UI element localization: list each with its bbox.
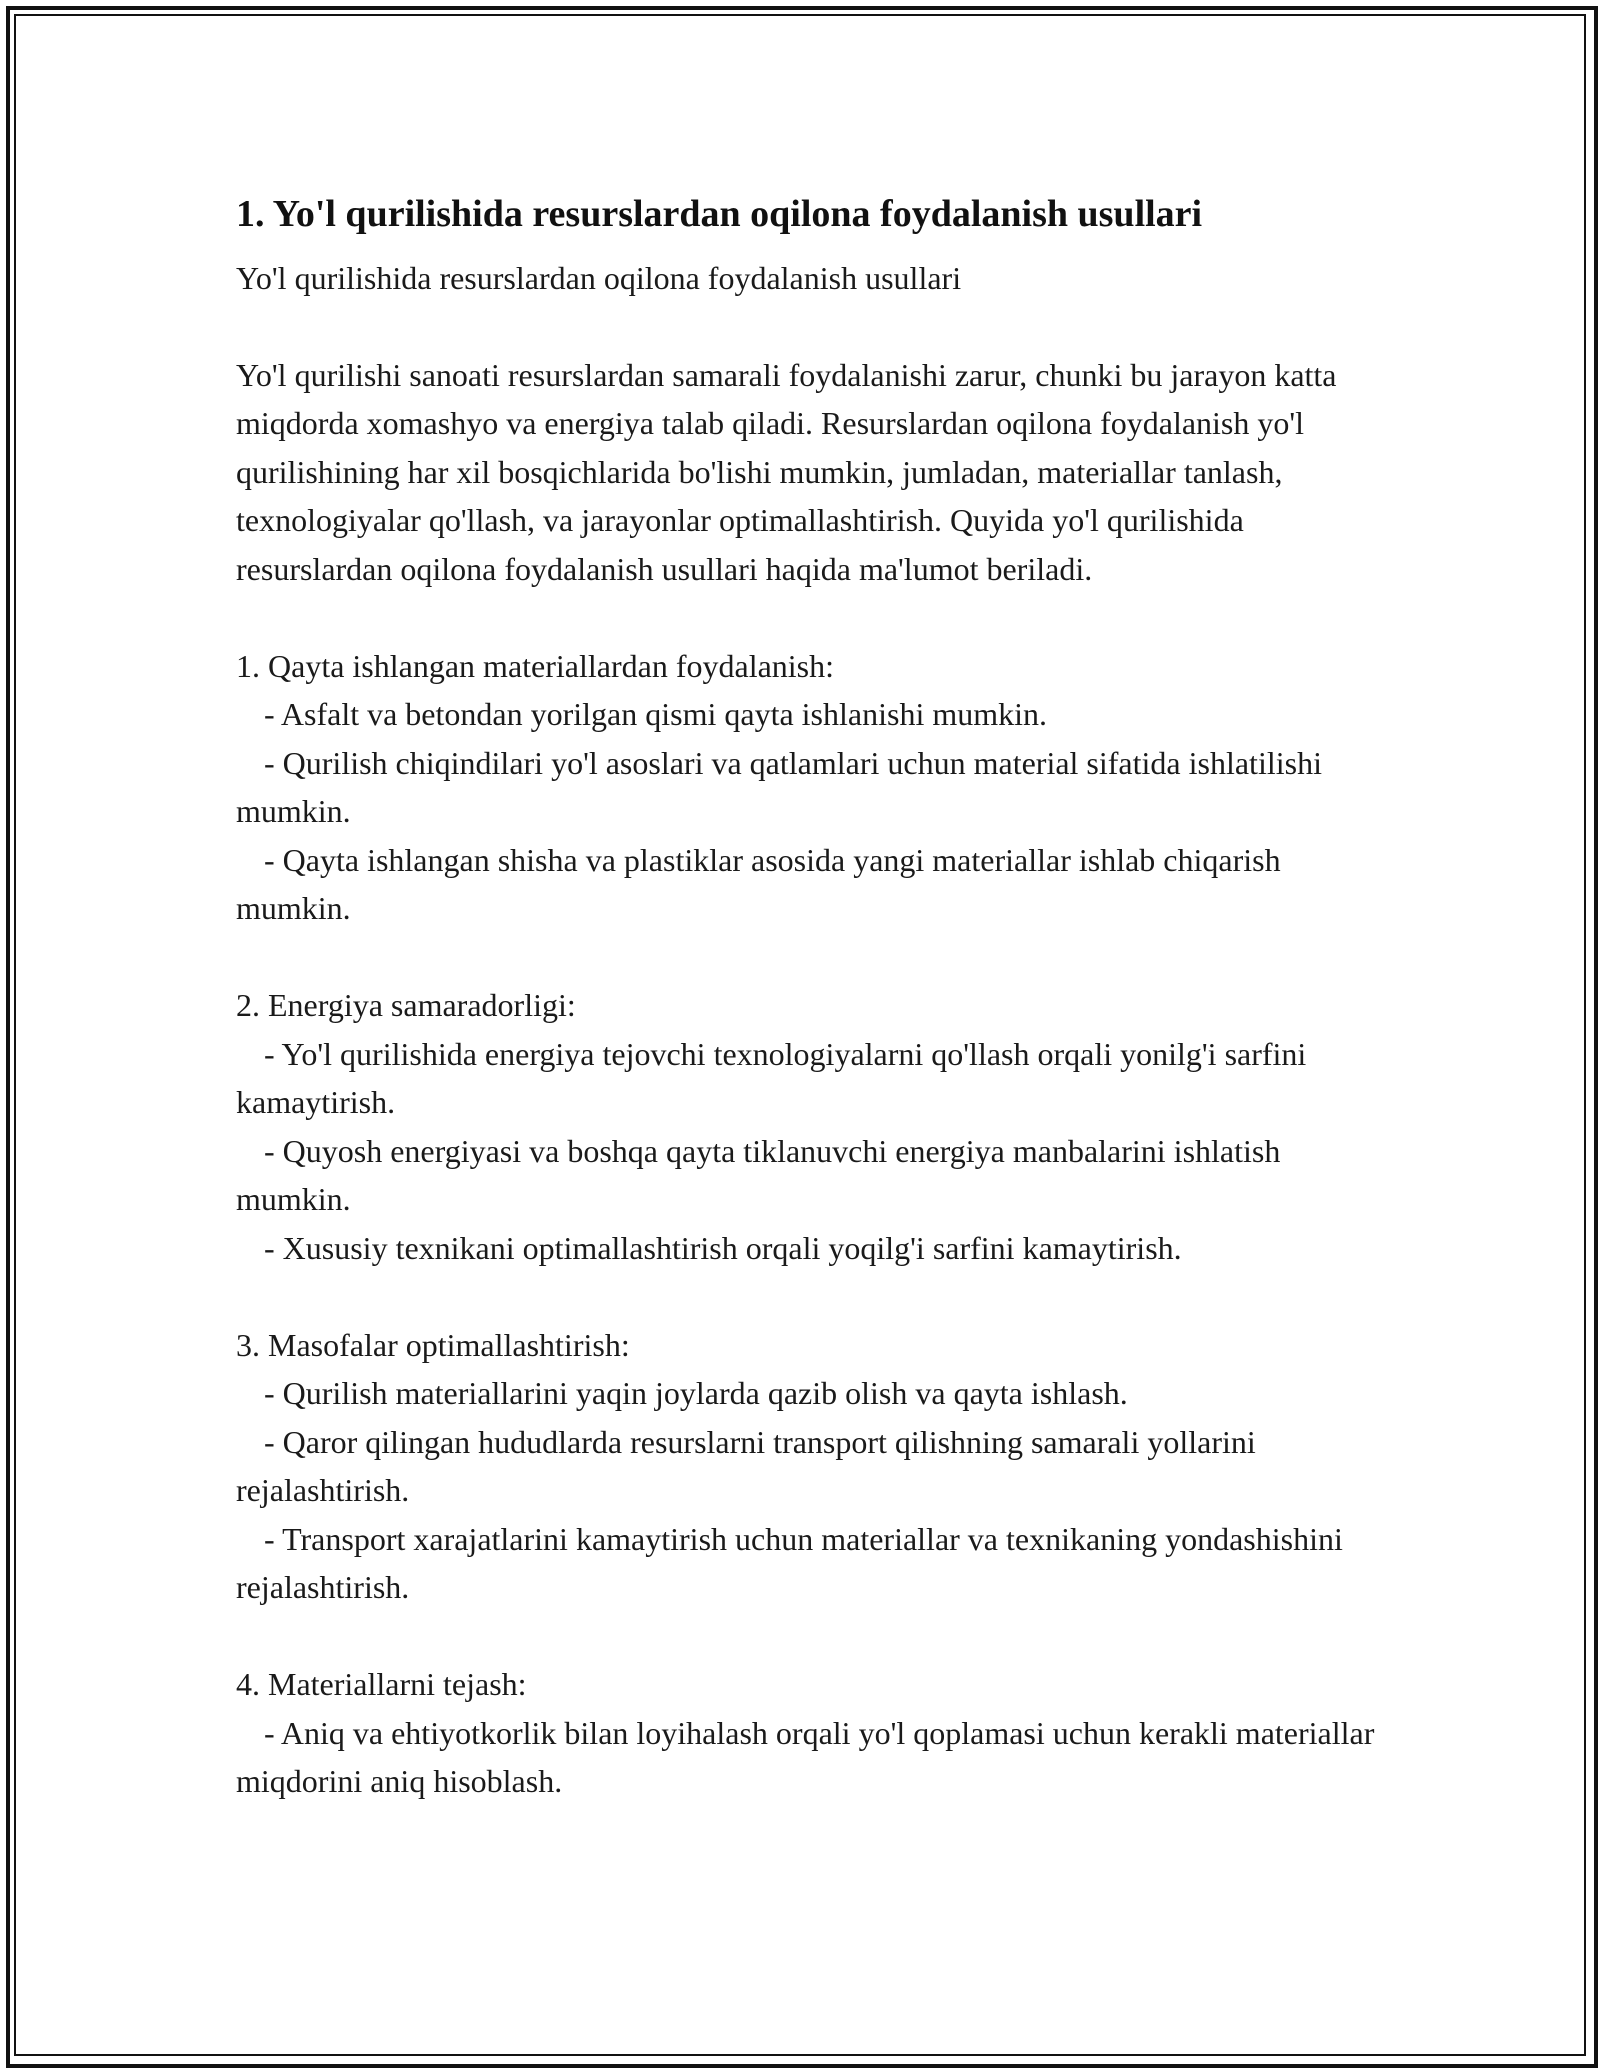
- list-item: - Quyosh energiyasi va boshqa qayta tiklanuvchi energiya manbalarini ishlatish mumkin.: [236, 1132, 1281, 1217]
- section-material-saving: [236, 1660, 1386, 1806]
- section-heading: 3. Masofalar optimallashtirish:: [236, 1326, 630, 1363]
- list-item: - Xususiy texnikani optimallashtirish orqali yoqilg'i sarfini kamaytirish.: [264, 1229, 1182, 1266]
- document-title: 1. Yo'l qurilishida resurslardan oqilona foydalanish usullari: [236, 193, 1203, 235]
- list-item: - Qaror qilingan hududlarda resurslarni transport qilishning samarali yollarini rejalashtirish.: [236, 1423, 1256, 1508]
- section-recycled-materials: [236, 642, 1386, 933]
- section-heading: 4. Materiallarni tejash:: [236, 1666, 527, 1702]
- document-body: [236, 186, 1386, 1806]
- list-item: - Qurilish chiqindilari yo'l asoslari va qatlamlari uchun material sifatida ishlatilishi mumkin.: [236, 744, 1322, 829]
- list-item: - Transport xarajatlarini kamaytirish uchun materiallar va texnikaning yondashishini rejalashtirish.: [236, 1520, 1343, 1605]
- list-item: - Asfalt va betondan yorilgan qismi qayta ishlanishi mumkin.: [264, 696, 1047, 732]
- list-item: - Qurilish materiallarini yaqin joylarda qazib olish va qayta ishlash.: [264, 1375, 1128, 1411]
- section-heading: 2. Energiya samaradorligi:: [236, 987, 576, 1023]
- section-energy-efficiency: [236, 981, 1386, 1272]
- list-item: - Qayta ishlangan shisha va plastiklar asosida yangi materiallar ishlab chiqarish mumkin.: [236, 841, 1281, 926]
- list-item: - Aniq va ehtiyotkorlik bilan loyihalash orqali yo'l qoplamasi uchun kerakli materiallar miqdorini aniq hisoblash.: [236, 1714, 1375, 1799]
- intro-paragraph: Yo'l qurilishi sanoati resurslardan samarali foydalanishi zarur, chunki bu jarayon katta miqdorda xomashyo va energiya talab qiladi. Resurslardan oqilona foydalanish yo'l qurilishining har xil bosqichlarida bo'lishi mumkin, jumladan, materiallar tanlash, texnologiyalar qo'llash, va jarayonlar optimallashtirish. Quyida yo'l qurilishida resurslardan oqilona foydalanish usullari haqida ma'lumot beriladi.: [236, 356, 1337, 587]
- list-item: - Yo'l qurilishida energiya tejovchi texnologiyalarni qo'llash orqali yonilg'i sarfini kamaytirish.: [236, 1035, 1307, 1120]
- document-subtitle: Yo'l qurilishida resurslardan oqilona foydalanish usullari: [236, 260, 962, 296]
- section-heading: 1. Qayta ishlangan materiallardan foydalanish:: [236, 647, 835, 684]
- section-distance-optimization: [236, 1321, 1386, 1612]
